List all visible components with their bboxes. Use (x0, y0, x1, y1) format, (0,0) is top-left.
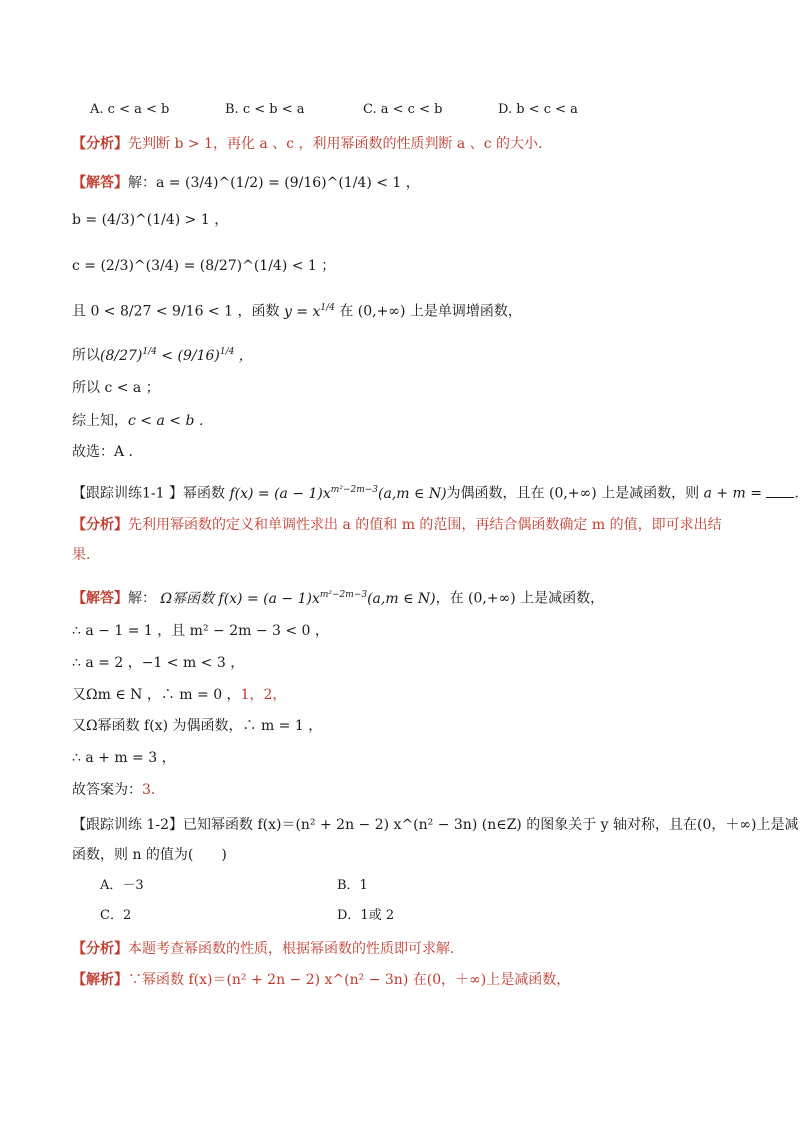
step-e-expr: (8/27)1/4 < (9/16)1/4 ， (100, 347, 253, 364)
q2-answer-line1 (72, 585, 604, 609)
q2-title: 【跟踪训练1-1 】幂函数 f(x) = (a − 1)xm²−2m−3(a,m ∈ N)为偶函数，且在 (0,+∞) 上是减函数，则 a + m = ． (72, 485, 808, 502)
q2-title-pre: 幂函数 (183, 485, 225, 502)
q2-title-mid: 为偶函数，且在 (0,+∞) 上是减函数，则 (446, 485, 700, 502)
q2-step-3: 又Ωm ∈ N ，∴ m = 0 ，1，2， (72, 687, 287, 703)
analysis-text: 先判断 b > 1，再化 a 、c ，利用幂函数的性质判断 a 、c 的大小． (128, 136, 553, 152)
answer-tag: 【解答】 (72, 590, 128, 607)
conclusion-pre: 故答案为： (72, 782, 142, 798)
q1-step-a (72, 170, 420, 196)
step-d-post: 在 (0,+∞) 上是单调增函数， (339, 303, 522, 320)
q3-option-c: C．2 (100, 908, 132, 923)
q1-analysis (72, 134, 552, 154)
answer-tag: 【解答】 (72, 175, 128, 191)
q2-analysis-line1 (72, 515, 722, 535)
option-a: A. c < a < b (90, 102, 170, 117)
q3-title-text: 已知幂函数 f(x)＝(n² + 2n − 2) x^(n² − 3n) (n∈Z) 的图象关于 y 轴对称，且在(0，＋∞)上是减 (183, 817, 799, 833)
q2-step-4: 又Ω幂函数 f(x) 为偶函数，∴ m = 1 ， (72, 718, 323, 734)
step-d-pre: 且 0 < 8/27 < 9/16 < 1 ，函数 (72, 303, 280, 320)
s4-mid: 幂函数 f(x) 为偶函数，∴ m = 1 ， (97, 718, 323, 734)
answer-intro: 解： (128, 175, 156, 191)
step-a-text: a = (3/4)^(1/2) = (9/16)^(1/4) < 1 ， (156, 175, 420, 191)
q3-option-b: B．1 (337, 878, 368, 893)
q1-step-e (72, 342, 253, 366)
analysis-text: 先利用幂函数的定义和单调性求出 a 的值和 m 的范围，再结合偶函数确定 m 的值，即可求出结 (128, 517, 722, 533)
step-g-pre: 综上知， (72, 413, 128, 429)
step-g-expr: c < a < b ． (128, 413, 213, 429)
q3-title-tag: 【跟踪训练 1-2】 (72, 817, 183, 833)
s3-pre: 又 (72, 687, 86, 703)
q2-analysis-line2: 果． (72, 547, 100, 563)
q3-title-line1 (72, 815, 799, 835)
option-d: D. b < c < a (498, 102, 578, 117)
q2-answer-post: ，在 (0,+∞) 上是减函数， (435, 590, 605, 607)
q2-function-expr: f(x) = (a − 1)xm²−2m−3(a,m ∈ N) (229, 485, 447, 502)
q3-option-d: D．1或 2 (337, 908, 395, 923)
q2-answer-expr: Ω幂函数 f(x) = (a − 1)xm²−2m−3(a,m ∈ N) (160, 590, 436, 607)
analysis-tag: 【分析】 (72, 136, 128, 152)
q1-conclusion: 故选：A ． (72, 444, 143, 460)
answer-intro: 解： (128, 590, 156, 607)
q2-step-2: ∴ a = 2 ，−1 < m < 3 ， (72, 655, 245, 671)
analysis-tag: 【分析】 (72, 941, 128, 957)
solution-tag: 【解析】 (72, 972, 128, 988)
conclusion-value: 3． (142, 782, 165, 798)
q3-solution (72, 970, 570, 990)
q1-step-d (72, 298, 522, 322)
q1-step-b: b = (4/3)^(1/4) > 1 ， (72, 212, 229, 228)
q3-analysis (72, 939, 464, 959)
q1-step-f: 所以 c < a ； (72, 380, 160, 396)
s3-red: 1，2， (240, 687, 287, 703)
s4-pre: 又 (72, 718, 86, 734)
analysis-tag: 【分析】 (72, 517, 128, 533)
q1-step-c: c = (2/3)^(3/4) = (8/27)^(1/4) < 1 ； (72, 258, 336, 274)
q3-title-line2: 函数，则 n 的值为( ) (72, 847, 227, 863)
s3-mid: m ∈ N ，∴ m = 0 ， (97, 687, 241, 703)
analysis-text: 本题考查幂函数的性质，根据幂函数的性质即可求解． (128, 941, 464, 957)
option-b: B. c < b < a (225, 102, 305, 117)
q2-title-tag: 【跟踪训练1-1 】 (72, 485, 183, 502)
q2-conclusion (72, 780, 165, 800)
q2-step-5: ∴ a + m = 3 ， (72, 750, 176, 766)
q1-step-g (72, 411, 213, 431)
q3-option-a: A．－3 (100, 878, 144, 893)
power-function-expr: y = x1/4 (283, 303, 335, 320)
step-e-pre: 所以 (72, 347, 100, 364)
answer-blank (766, 485, 794, 498)
q2-title-end: a + m = (703, 485, 762, 502)
solution-text: ∵幂函数 f(x)＝(n² + 2n − 2) x^(n² − 3n) 在(0，＋∞)上是减函数， (128, 972, 571, 988)
q2-step-1: ∴ a − 1 = 1 ，且 m² − 2m − 3 < 0 ， (72, 623, 329, 639)
option-c: C. a < c < b (363, 102, 443, 117)
